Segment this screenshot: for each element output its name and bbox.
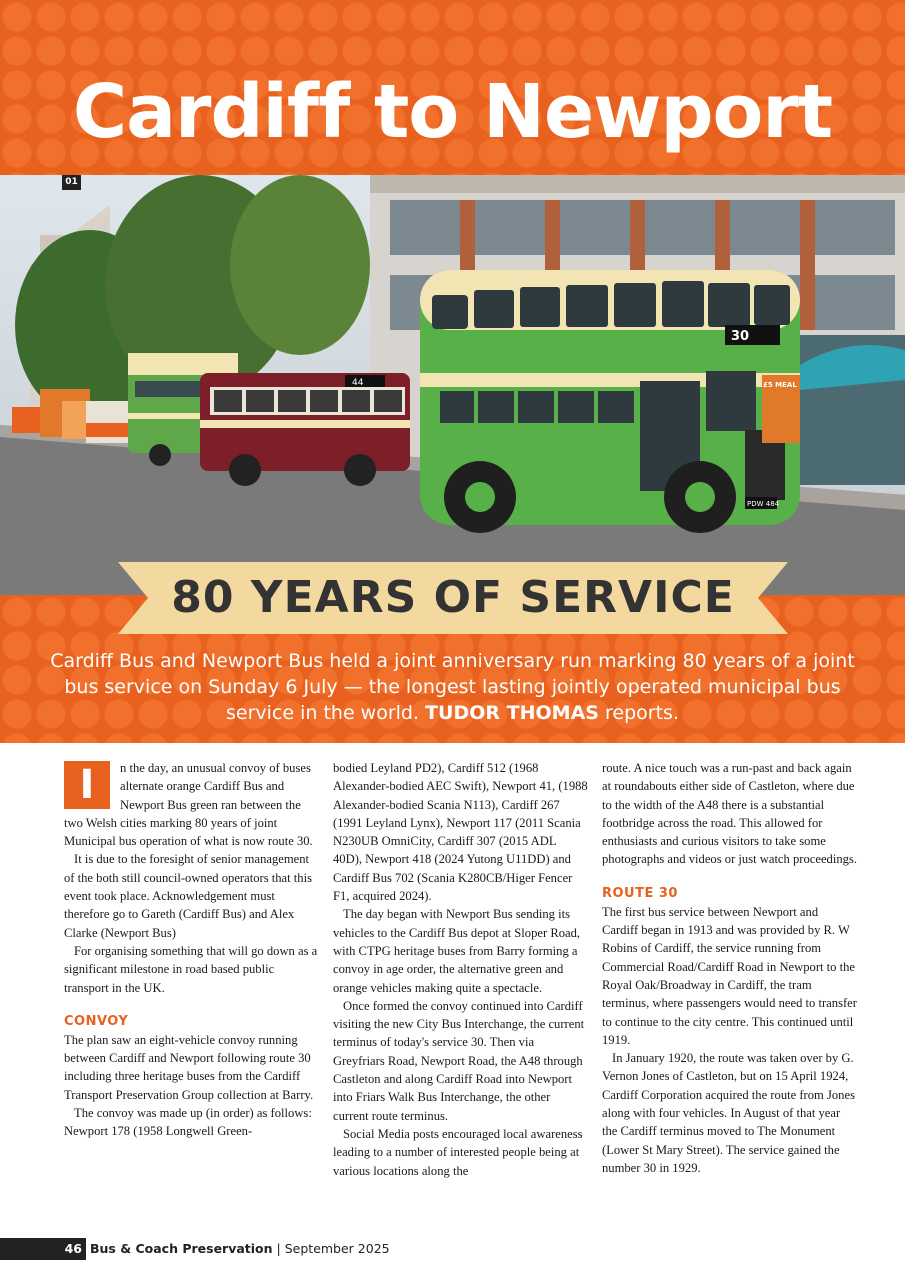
drop-cap: I xyxy=(64,761,110,809)
paragraph xyxy=(64,759,319,850)
ribbon-banner xyxy=(118,562,788,634)
paragraph: The first bus service between Newport and Cardiff began in 1913 and was provided by R. W Robins of Cardiff, the service running from Commercial Road/Cardiff Road in Newport to the Royal Oak/Broadway in Cardiff, the tram terminus, where passengers would need to transfer to continue to the city centre. This continued until 1919. xyxy=(602,904,857,1047)
article-column-3 xyxy=(602,759,857,1177)
author-name: TUDOR THOMAS xyxy=(425,702,599,724)
poster-text: £5 MEAL xyxy=(763,381,797,389)
sign-30: 30 xyxy=(731,329,750,344)
page-number: 46 xyxy=(0,1238,86,1260)
paragraph: The day began with Newport Bus sending its vehicles to the Cardiff Bus depot at Sloper Road, with CTPG heritage buses from Barry forming a convoy in age order, the alternative green and orange vehicles making quite a spectacle. xyxy=(333,907,581,995)
paragraph: Social Media posts encouraged local awareness leading to a number of interested people being at various locations along the xyxy=(333,1126,583,1178)
paragraph: route. A nice touch was a run-past and back again at roundabouts either side of Castleton, where due to the width of the A48 there is a substantial footbridge across the road. This allowed for enthusiasts and curious visitors to take some photographs and videos or just watch proceedings. xyxy=(602,761,857,867)
page-footer xyxy=(0,1238,905,1260)
number-plate: PDW 484 xyxy=(747,500,780,508)
standfirst xyxy=(40,648,865,726)
header-banner xyxy=(0,0,905,175)
standfirst-suffix: reports. xyxy=(605,702,679,724)
article-column-1 xyxy=(64,759,319,1141)
bus-convoy-illustration xyxy=(0,175,905,595)
standfirst-text: Cardiff Bus and Newport Bus held a joint anniversary run marking 80 years of a joint bus service on Sunday 6 July — the longest lasting jointly operated municipal bus service in the world. xyxy=(50,650,855,724)
footer-masthead xyxy=(90,1238,390,1260)
paragraph: For organising something that will go down as a significant milestone in road based public transport in the UK. xyxy=(64,943,318,995)
paragraph: The plan saw an eight-vehicle convoy running between Cardiff and Newport following route 30 including three heritage buses from the Cardiff Transport Preservation Group collection at Barry. xyxy=(64,1032,314,1102)
magazine-name: Bus & Coach Preservation xyxy=(90,1241,273,1256)
paragraph: Once formed the convoy continued into Cardiff visiting the new City Bus Interchange, the current terminus of today's service 30. Then via Greyfriars Road, Newport Road, the A48 through Castleton and along Cardiff Road into Newport into Friars Walk Bus Interchange, the other current route terminus. xyxy=(333,998,585,1123)
section-heading-route-30: ROUTE 30 xyxy=(602,885,678,901)
feature-photo xyxy=(0,175,905,595)
paragraph: bodied Leyland PD2), Cardiff 512 (1968 Alexander-bodied AEC Swift), Newport 41, (1988 Alexander-bodied Scania N113), Cardiff 267 (1991 Leyland Lynx), Newport 117 (2011 Scania N230UB OmniCity, Cardiff 307 (2015 ADL 40D), Newport 418 (2024 Yutong U11DD) and Cardiff Bus 702 (Scania K280CB/Higer Fencer F1, acquired 2024). xyxy=(333,761,588,904)
section-heading-convoy: CONVOY xyxy=(64,1013,129,1029)
article-column-2 xyxy=(333,759,588,1180)
paragraph: It is due to the foresight of senior management of the both still council-owned operators that this event took place. Acknowledgement must therefore go to Gareth (Cardiff Bus) and Alex Clarke (Newport Bus) xyxy=(64,852,312,940)
paragraph: In January 1920, the route was taken over by G. Vernon Jones of Castleton, but on 15 April 1924, Cardiff Corporation acquired the route from Jones along with four vehicles. In August of that year the Cardiff terminus moved to The Monument (Lower St Mary Street). The service gained the number 30 in 1929. xyxy=(602,1051,855,1175)
sign-44: 44 xyxy=(352,378,364,388)
photo-number: 01 xyxy=(62,175,81,190)
paragraph: The convoy was made up (in order) as follows: Newport 178 (1958 Longwell Green- xyxy=(64,1106,312,1139)
paragraph-text: n the day, an unusual convoy of buses alternate orange Cardiff Bus and Newport Bus green ran between the two Welsh cities marking 80 years of joint Municipal bus operation of what is now route 30. xyxy=(64,761,313,849)
ribbon-heading: 80 YEARS OF SERVICE xyxy=(171,572,735,623)
footer-separator: | xyxy=(276,1241,281,1256)
page-title: Cardiff to Newport xyxy=(72,69,833,155)
issue-date: September 2025 xyxy=(284,1241,390,1256)
